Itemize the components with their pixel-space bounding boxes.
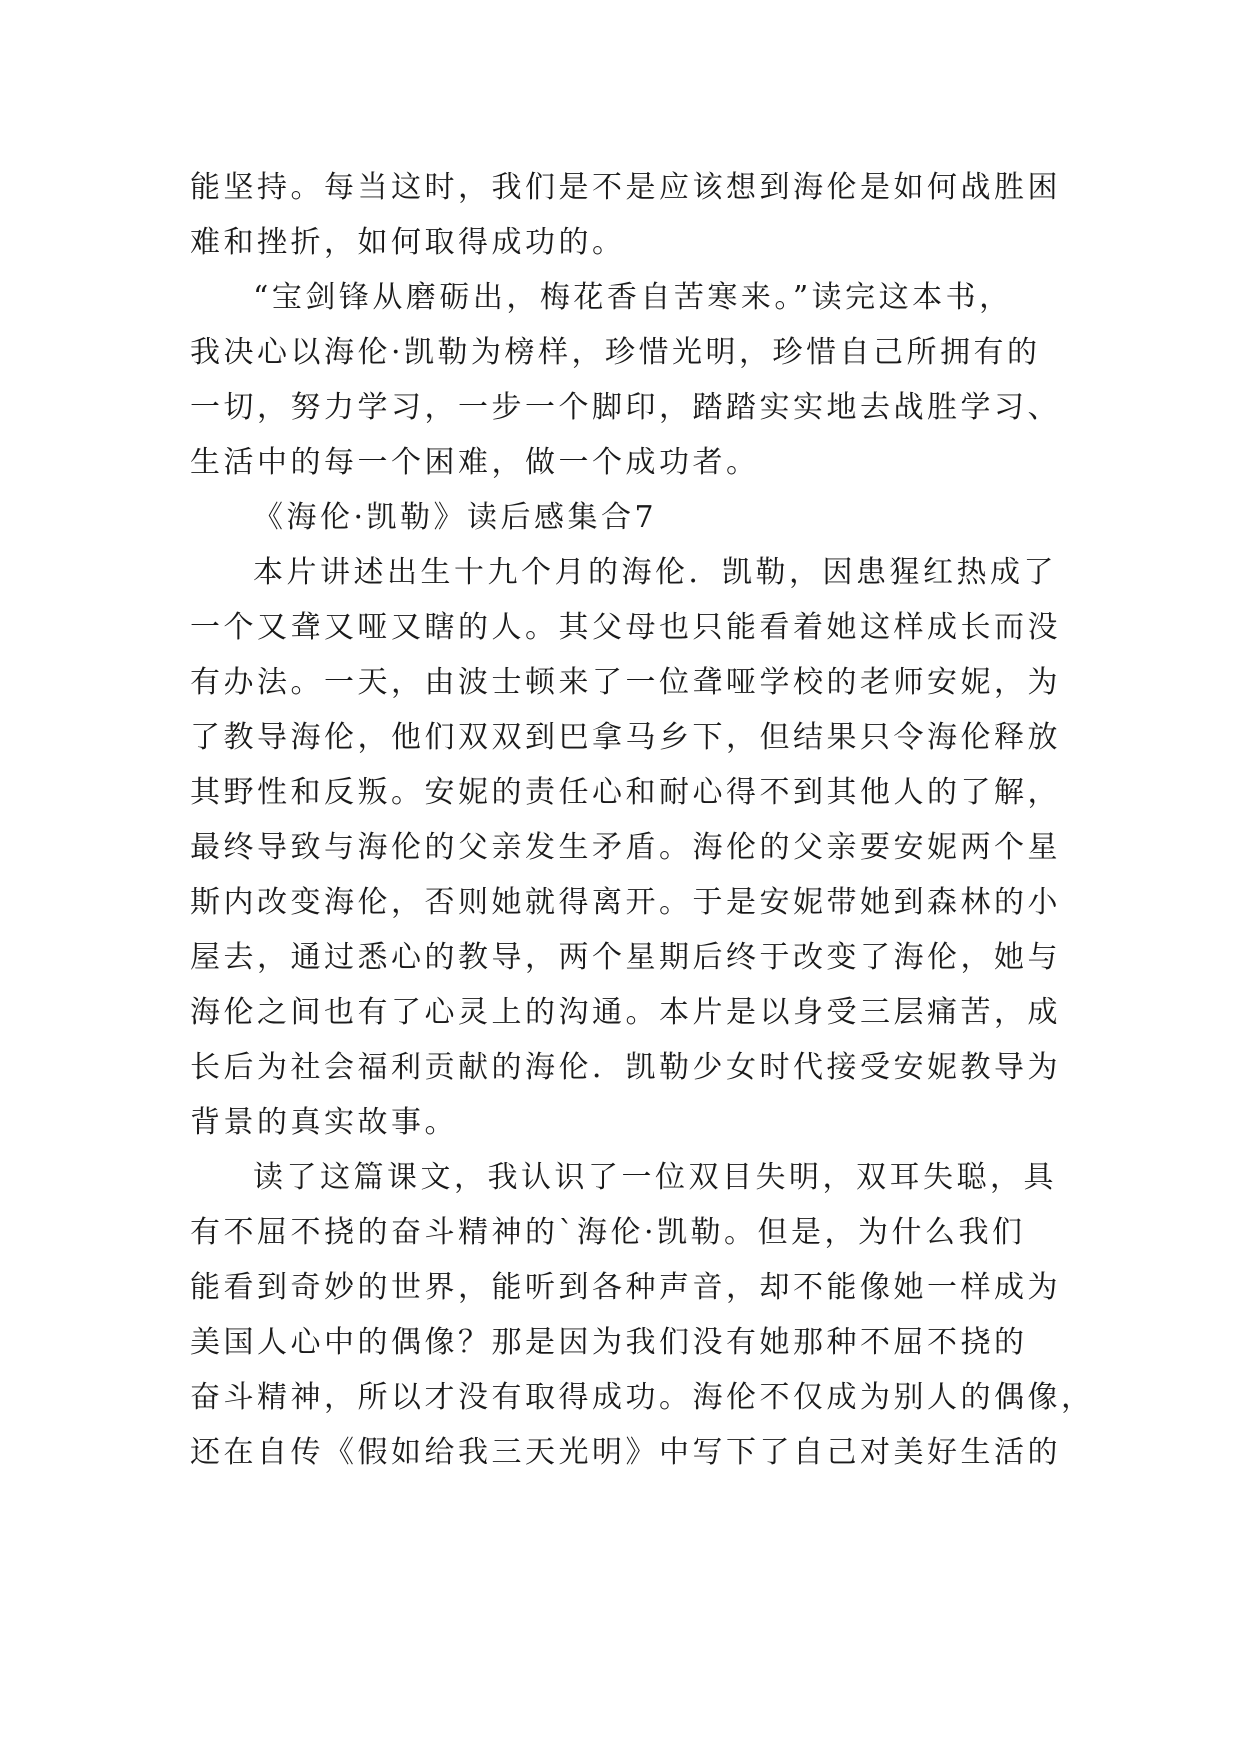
- text-line: 生活中的每一个困难，做一个成功者。: [190, 445, 760, 480]
- text-line: 屋去，通过悉心的教导，两个星期后终于改变了海伦，她与: [190, 940, 1061, 975]
- text-line: 长后为社会福利贡献的海伦．凯勒少女时代接受安妮教导为: [190, 1050, 1061, 1085]
- text-line: 读了这篇课文，我认识了一位双目失明，双耳失聪，具: [253, 1160, 1057, 1195]
- text-line: 了教导海伦，他们双双到巴拿马乡下，但结果只令海伦释放: [190, 720, 1061, 755]
- text-line: 一切，努力学习，一步一个脚印，踏踏实实地去战胜学习、: [190, 390, 1061, 425]
- text-line: 斯内改变海伦，否则她就得离开。于是安妮带她到森林的小: [190, 885, 1061, 920]
- text-line: “宝剑锋从磨砺出，梅花香自苦寒来。”读完这本书，: [253, 280, 1013, 315]
- text-line: 有办法。一天，由波士顿来了一位聋哑学校的老师安妮，为: [190, 665, 1061, 700]
- text-line: 一个又聋又哑又瞎的人。其父母也只能看着她这样成长而没: [190, 610, 1061, 645]
- text-line: 奋斗精神，所以才没有取得成功。海伦不仅成为别人的偶像，: [190, 1380, 1095, 1415]
- body-text: [190, 160, 1095, 1480]
- section-heading: 《海伦·凯勒》读后感集合7: [253, 500, 658, 535]
- text-line: 其野性和反叛。安妮的责任心和耐心得不到其他人的了解，: [190, 775, 1061, 810]
- text-line: 能坚持。每当这时，我们是不是应该想到海伦是如何战胜困: [190, 170, 1061, 205]
- text-line: 难和挫折，如何取得成功的。: [190, 225, 626, 260]
- text-line: 有不屈不挠的奋斗精神的`海伦·凯勒。但是，为什么我们: [190, 1215, 1026, 1250]
- text-line: 还在自传《假如给我三天光明》中写下了自己对美好生活的: [190, 1435, 1061, 1470]
- text-line: 背景的真实故事。: [190, 1105, 458, 1140]
- text-line: 最终导致与海伦的父亲发生矛盾。海伦的父亲要安妮两个星: [190, 830, 1061, 865]
- text-line: 海伦之间也有了心灵上的沟通。本片是以身受三层痛苦，成: [190, 995, 1061, 1030]
- text-line: 能看到奇妙的世界，能听到各种声音，却不能像她一样成为: [190, 1270, 1061, 1305]
- text-line: 美国人心中的偶像？那是因为我们没有她那种不屈不挠的: [190, 1325, 1028, 1360]
- text-line: 本片讲述出生十九个月的海伦．凯勒，因患猩红热成了: [253, 555, 1057, 590]
- text-line: 我决心以海伦·凯勒为榜样，珍惜光明，珍惜自己所拥有的: [190, 335, 1041, 370]
